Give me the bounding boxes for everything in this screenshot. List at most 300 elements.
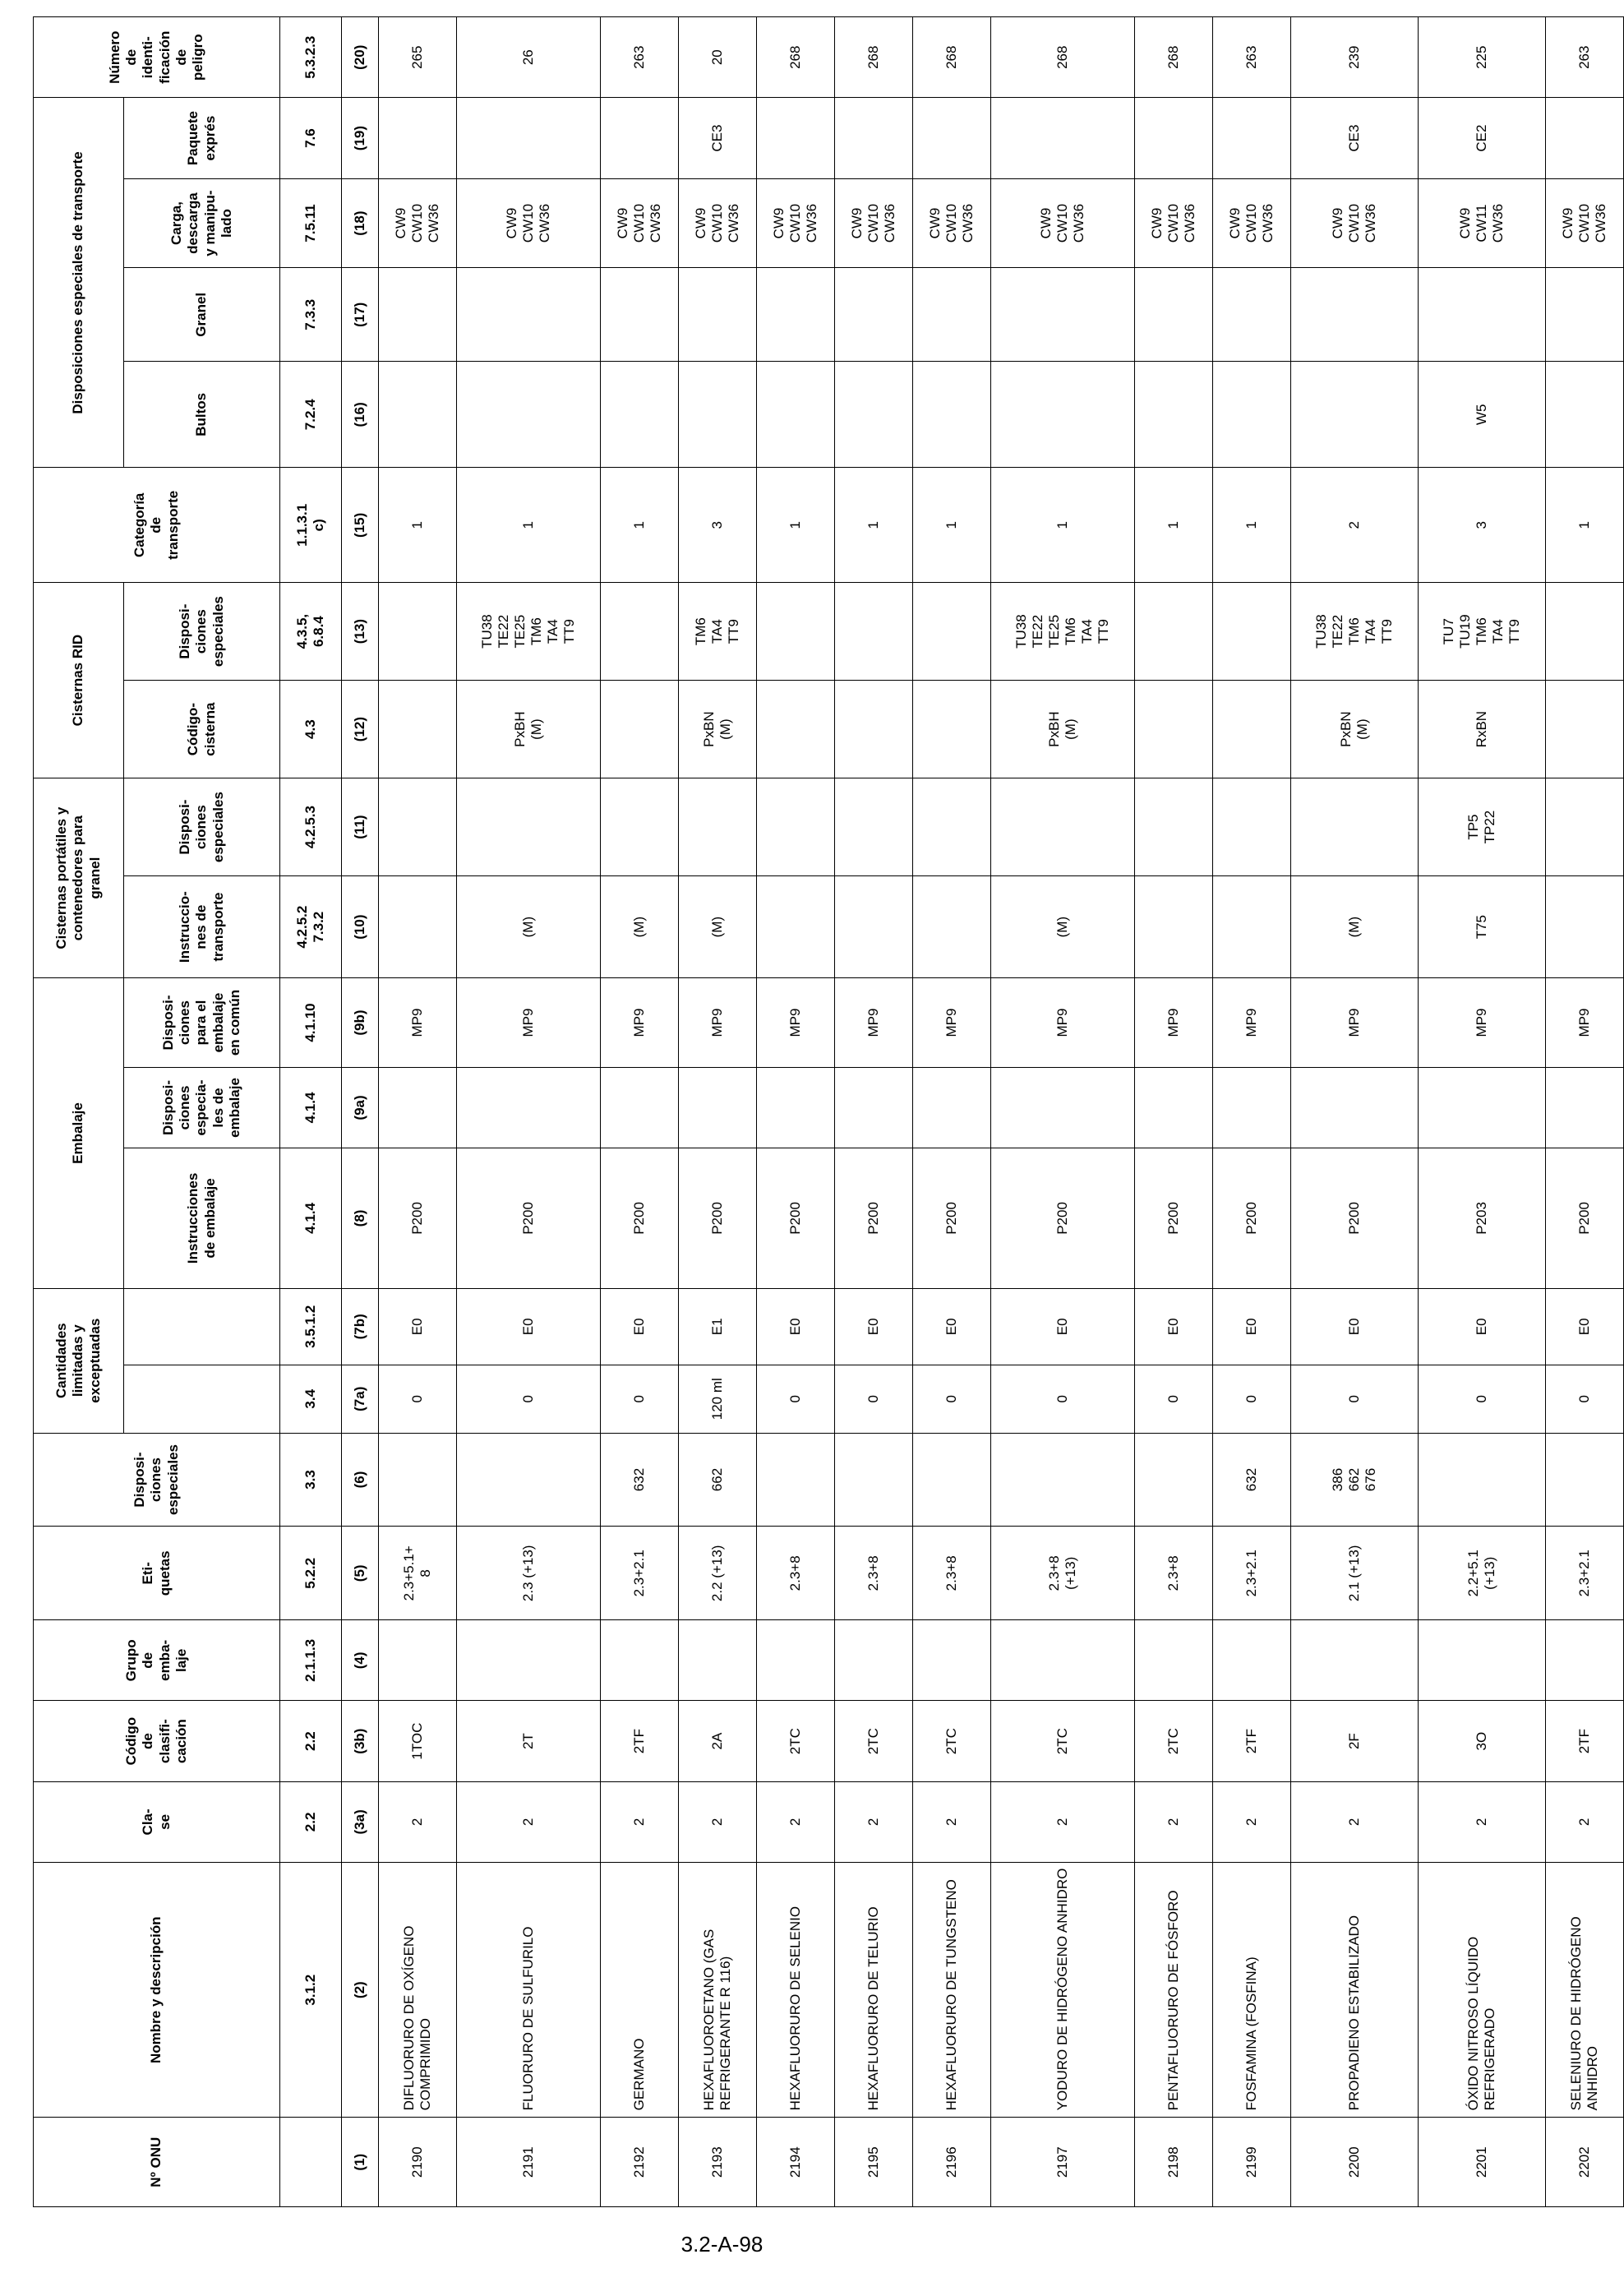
table-cell: CE3 <box>1291 98 1419 178</box>
table-cell: 2 <box>835 1781 913 1862</box>
table-cell: TU7 TU19 TM6 TA4 TT9 <box>1419 583 1546 681</box>
table-cell: 2.3+8 <box>913 1527 991 1620</box>
table-cell: 2.3+2.1 <box>1213 1527 1291 1620</box>
table-cell: 2195 <box>835 2118 913 2207</box>
section-ref-cell: 3.3 <box>280 1433 342 1527</box>
table-cell <box>601 583 679 681</box>
table-cell: HEXAFLUORURO DE TUNGSTENO <box>913 1863 991 2118</box>
table-cell: 2 <box>1419 1781 1546 1862</box>
table-cell: GERMANO <box>601 1863 679 2118</box>
table-cell <box>1419 1433 1546 1527</box>
column-number-cell: (10) <box>342 876 379 978</box>
table-cell <box>1135 1620 1213 1701</box>
table-cell: 2.3+2.1 <box>1546 1527 1624 1620</box>
section-ref-cell: 4.3 <box>280 681 342 778</box>
table-cell: 1 <box>601 468 679 583</box>
table-cell <box>913 98 991 178</box>
column-number-cell: (19) <box>342 98 379 178</box>
table-cell <box>913 1067 991 1148</box>
table-cell: P200 <box>601 1148 679 1289</box>
table-cell: 2202 <box>1546 2118 1624 2207</box>
table-cell: MP9 <box>1291 978 1419 1068</box>
table-cell <box>1291 268 1419 362</box>
table-cell: P200 <box>679 1148 757 1289</box>
table-cell <box>757 1067 835 1148</box>
table-cell: 3 <box>679 468 757 583</box>
column-number-cell: (11) <box>342 778 379 876</box>
section-ref-cell: 7.3.3 <box>280 268 342 362</box>
table-cell <box>1546 98 1624 178</box>
table-cell <box>1546 583 1624 681</box>
table-cell <box>1135 268 1213 362</box>
table-cell: 2.3+8 (+13) <box>991 1527 1135 1620</box>
column-number-cell: (17) <box>342 268 379 362</box>
table-cell <box>991 778 1135 876</box>
table-cell: 2193 <box>679 2118 757 2207</box>
table-cell: CW9 CW10 CW36 <box>757 178 835 268</box>
header-special-transport: Disposiciones especiales de transporte <box>34 98 124 468</box>
table-cell: 2201 <box>1419 2118 1546 2207</box>
table-cell: CW9 CW10 CW36 <box>379 178 457 268</box>
table-cell: E0 <box>601 1288 679 1365</box>
header-packaging: Embalaje <box>34 978 124 1289</box>
header-labels: Eti- quetas <box>34 1527 280 1620</box>
table-cell: 0 <box>913 1365 991 1433</box>
header-class: Cla- se <box>34 1781 280 1862</box>
table-cell <box>1135 583 1213 681</box>
table-cell <box>379 1433 457 1527</box>
table-cell <box>991 268 1135 362</box>
table-cell <box>1213 98 1291 178</box>
table-cell: E1 <box>679 1288 757 1365</box>
table-cell <box>457 98 601 178</box>
table-cell: 0 <box>1135 1365 1213 1433</box>
table-cell: CW9 CW10 CW36 <box>913 178 991 268</box>
table-cell: CW9 CW10 CW36 <box>601 178 679 268</box>
table-cell: 2.2 (+13) <box>679 1527 757 1620</box>
table-cell: 1 <box>457 468 601 583</box>
table-cell <box>457 268 601 362</box>
table-cell: T75 <box>1419 876 1546 978</box>
table-cell: 0 <box>379 1365 457 1433</box>
table-cell <box>379 1620 457 1701</box>
table-cell: PxBN (M) <box>1291 681 1419 778</box>
table-row <box>457 17 601 2207</box>
table-cell: PxBN (M) <box>679 681 757 778</box>
table-cell: 1TOC <box>379 1701 457 1781</box>
section-ref-cell: 7.2.4 <box>280 362 342 468</box>
table-row <box>1546 17 1624 2207</box>
table-cell: 2192 <box>601 2118 679 2207</box>
table-cell: 0 <box>457 1365 601 1433</box>
table-cell <box>991 1620 1135 1701</box>
table-cell: 2TC <box>757 1701 835 1781</box>
table-cell: E0 <box>991 1288 1135 1365</box>
table-cell <box>379 362 457 468</box>
table-cell: MP9 <box>835 978 913 1068</box>
table-cell <box>1546 876 1624 978</box>
table-cell <box>913 1433 991 1527</box>
table-cell: MP9 <box>757 978 835 1068</box>
table-cell <box>757 778 835 876</box>
section-ref-cell: 5.3.2.3 <box>280 17 342 98</box>
section-ref-cell: 4.2.5.3 <box>280 778 342 876</box>
table-cell: CW9 CW10 CW36 <box>457 178 601 268</box>
table-cell: TU38 TE22 TE25 TM6 TA4 TT9 <box>991 583 1135 681</box>
header-special-provisions: Disposi- ciones especiales <box>34 1433 280 1527</box>
table-cell: MP9 <box>991 978 1135 1068</box>
table-cell: 2 <box>1291 468 1419 583</box>
table-cell: HEXAFLUORURO DE TELURIO <box>835 1863 913 2118</box>
table-cell: E0 <box>1135 1288 1213 1365</box>
header-lq-7a <box>124 1365 280 1433</box>
table-cell: TU38 TE22 TM6 TA4 TT9 <box>1291 583 1419 681</box>
table-cell <box>1135 876 1213 978</box>
table-cell: 2 <box>379 1781 457 1862</box>
table-cell <box>757 362 835 468</box>
header-limited-quantities: Cantidades limitadas y exceptuadas <box>34 1288 124 1433</box>
table-cell: CW9 CW10 CW36 <box>679 178 757 268</box>
table-cell <box>913 1620 991 1701</box>
header-mixed-packing: Disposi- ciones para el embalaje en común <box>124 978 280 1068</box>
table-cell: 268 <box>835 17 913 98</box>
table-cell: 2TC <box>991 1701 1135 1781</box>
column-number-cell: (3a) <box>342 1781 379 1862</box>
table-cell: PxBH (M) <box>457 681 601 778</box>
table-cell: 2.3+5.1+ 8 <box>379 1527 457 1620</box>
table-cell: 2194 <box>757 2118 835 2207</box>
table-cell <box>835 876 913 978</box>
section-ref-cell: 5.2.2 <box>280 1527 342 1620</box>
table-cell: 268 <box>913 17 991 98</box>
table-cell: CW9 CW11 CW36 <box>1419 178 1546 268</box>
dangerous-goods-table <box>33 16 1624 2207</box>
header-express: Paquete exprés <box>124 98 280 178</box>
table-cell: 2 <box>991 1781 1135 1862</box>
table-row <box>757 17 835 2207</box>
table-cell: 1 <box>1213 468 1291 583</box>
table-cell: E0 <box>1213 1288 1291 1365</box>
table-cell: 3O <box>1419 1701 1546 1781</box>
table-cell: 120 ml <box>679 1365 757 1433</box>
table-cell: 2T <box>457 1701 601 1781</box>
table-cell <box>1546 778 1624 876</box>
table-cell: MP9 <box>913 978 991 1068</box>
table-cell <box>601 268 679 362</box>
header-bulk: Granel <box>124 268 280 362</box>
table-cell <box>913 362 991 468</box>
table-cell: 0 <box>1291 1365 1419 1433</box>
table-cell <box>1419 268 1546 362</box>
table-cell: 632 <box>601 1433 679 1527</box>
table-cell: 2.3+8 <box>835 1527 913 1620</box>
table-cell <box>757 1620 835 1701</box>
table-cell <box>1291 1620 1419 1701</box>
section-ref-cell: 7.5.11 <box>280 178 342 268</box>
table-cell: E0 <box>457 1288 601 1365</box>
table-cell <box>601 778 679 876</box>
section-ref-cell: 1.1.3.1 c) <box>280 468 342 583</box>
table-cell <box>757 876 835 978</box>
table-cell: 0 <box>991 1365 1135 1433</box>
table-cell <box>913 268 991 362</box>
table-cell: (M) <box>991 876 1135 978</box>
table-cell <box>379 778 457 876</box>
table-cell: 263 <box>601 17 679 98</box>
table-cell <box>457 1433 601 1527</box>
table-cell: E0 <box>913 1288 991 1365</box>
table-cell <box>601 1067 679 1148</box>
section-ref-cell: 3.4 <box>280 1365 342 1433</box>
table-row <box>679 17 757 2207</box>
table-cell: 2 <box>1135 1781 1213 1862</box>
table-cell: 263 <box>1546 17 1624 98</box>
table-cell <box>1213 778 1291 876</box>
header-hazard-number: Número de identi- ficación de peligro <box>34 17 280 98</box>
table-row <box>601 17 679 2207</box>
table-cell: E0 <box>1291 1288 1419 1365</box>
table-cell: 263 <box>1213 17 1291 98</box>
section-ref-cell: 4.1.4 <box>280 1067 342 1148</box>
table-cell: PENTAFLUORURO DE FÓSFORO <box>1135 1863 1213 2118</box>
table-cell: 2 <box>913 1781 991 1862</box>
column-number-row <box>342 17 379 2207</box>
table-cell: 268 <box>991 17 1135 98</box>
table-cell <box>757 681 835 778</box>
column-number-cell: (1) <box>342 2118 379 2207</box>
table-cell: FLUORURO DE SULFURILO <box>457 1863 601 2118</box>
table-cell: 26 <box>457 17 601 98</box>
rotated-table-stage <box>33 16 1609 2207</box>
table-cell <box>1135 1433 1213 1527</box>
table-cell <box>1291 778 1419 876</box>
table-cell <box>379 681 457 778</box>
table-cell: E0 <box>835 1288 913 1365</box>
table-cell: 268 <box>757 17 835 98</box>
table-cell: (M) <box>601 876 679 978</box>
table-cell: CW9 CW10 CW36 <box>1135 178 1213 268</box>
table-cell <box>601 1620 679 1701</box>
table-cell <box>1135 362 1213 468</box>
table-cell <box>679 362 757 468</box>
table-cell <box>1213 1067 1291 1148</box>
table-cell <box>913 681 991 778</box>
table-cell <box>835 268 913 362</box>
table-row <box>913 17 991 2207</box>
table-cell <box>679 778 757 876</box>
table-cell: PROPADIENO ESTABILIZADO <box>1291 1863 1419 2118</box>
table-cell <box>835 681 913 778</box>
table-cell: 2 <box>679 1781 757 1862</box>
table-cell: P200 <box>457 1148 601 1289</box>
table-cell <box>1135 681 1213 778</box>
table-cell <box>679 268 757 362</box>
table-cell: FOSFAMINA (FOSFINA) <box>1213 1863 1291 2118</box>
table-cell: 1 <box>991 468 1135 583</box>
table-cell <box>835 1433 913 1527</box>
table-cell <box>1291 1067 1419 1148</box>
header-loading: Carga, descarga y manipu- lado <box>124 178 280 268</box>
table-cell <box>679 1620 757 1701</box>
table-cell: CW9 CW10 CW36 <box>991 178 1135 268</box>
table-cell: E0 <box>1546 1288 1624 1365</box>
table-cell: 0 <box>1419 1365 1546 1433</box>
table-cell: HEXAFLUOROETANO (GAS REFRIGERANTE R 116) <box>679 1863 757 2118</box>
table-cell <box>757 268 835 362</box>
column-number-cell: (15) <box>342 468 379 583</box>
table-cell <box>835 778 913 876</box>
table-cell <box>835 583 913 681</box>
table-cell <box>1546 681 1624 778</box>
column-number-cell: (9b) <box>342 978 379 1068</box>
table-cell <box>1135 1067 1213 1148</box>
table-cell: 2.1 (+13) <box>1291 1527 1419 1620</box>
table-cell: P200 <box>835 1148 913 1289</box>
table-cell: 2.3+8 <box>1135 1527 1213 1620</box>
column-number-cell: (5) <box>342 1527 379 1620</box>
section-ref-cell: 4.1.10 <box>280 978 342 1068</box>
section-ref-cell: 3.1.2 <box>280 1863 342 2118</box>
table-cell <box>835 98 913 178</box>
table-cell: 2.3 (+13) <box>457 1527 601 1620</box>
table-cell <box>757 1433 835 1527</box>
column-number-cell: (6) <box>342 1433 379 1527</box>
table-row <box>1213 17 1291 2207</box>
table-cell: MP9 <box>1213 978 1291 1068</box>
table-cell <box>457 1067 601 1148</box>
table-cell: SELENIURO DE HIDRÓGENO ANHIDRO <box>1546 1863 1624 2118</box>
table-cell: 2197 <box>991 2118 1135 2207</box>
table-cell: E0 <box>757 1288 835 1365</box>
table-cell: 2F <box>1291 1701 1419 1781</box>
table-cell: MP9 <box>1546 978 1624 1068</box>
table-cell <box>457 1620 601 1701</box>
table-cell <box>1213 681 1291 778</box>
table-cell <box>601 362 679 468</box>
table-cell: 2 <box>1213 1781 1291 1862</box>
column-number-cell: (20) <box>342 17 379 98</box>
table-cell: MP9 <box>1419 978 1546 1068</box>
table-cell <box>457 778 601 876</box>
table-cell <box>1213 268 1291 362</box>
table-cell: 225 <box>1419 17 1546 98</box>
table-cell <box>1213 1620 1291 1701</box>
header-classification-code: Código de clasifi- cación <box>34 1701 280 1781</box>
table-cell <box>991 98 1135 178</box>
table-cell: (M) <box>1291 876 1419 978</box>
table-cell: 2TF <box>1213 1701 1291 1781</box>
table-cell <box>379 1067 457 1148</box>
table-cell <box>679 1067 757 1148</box>
table-cell: MP9 <box>601 978 679 1068</box>
table-cell: TM6 TA4 TT9 <box>679 583 757 681</box>
table-cell: 2.2+5.1 (+13) <box>1419 1527 1546 1620</box>
table-cell: P200 <box>1213 1148 1291 1289</box>
table-cell <box>913 583 991 681</box>
column-number-cell: (9a) <box>342 1067 379 1148</box>
table-cell: P200 <box>1291 1148 1419 1289</box>
table-cell <box>1213 362 1291 468</box>
table-cell: MP9 <box>679 978 757 1068</box>
section-ref-cell: 4.3.5, 6.8.4 <box>280 583 342 681</box>
header-packing-instructions: Instrucciones de embalaje <box>124 1148 280 1289</box>
header-lq-7b <box>124 1288 280 1365</box>
table-cell: CE2 <box>1419 98 1546 178</box>
column-number-cell: (4) <box>342 1620 379 1701</box>
table-cell <box>757 583 835 681</box>
column-number-cell: (3b) <box>342 1701 379 1781</box>
table-cell: 2 <box>1291 1781 1419 1862</box>
table-cell: 268 <box>1135 17 1213 98</box>
table-cell: DIFLUORURO DE OXÍGENO COMPRIMIDO <box>379 1863 457 2118</box>
table-cell <box>1546 1433 1624 1527</box>
table-cell <box>757 98 835 178</box>
table-cell <box>1213 583 1291 681</box>
table-row <box>1291 17 1419 2207</box>
table-cell: TU38 TE22 TE25 TM6 TA4 TT9 <box>457 583 601 681</box>
table-cell: 2 <box>457 1781 601 1862</box>
table-cell <box>835 362 913 468</box>
column-number-cell: (2) <box>342 1863 379 2118</box>
table-row <box>1419 17 1546 2207</box>
table-cell: 0 <box>757 1365 835 1433</box>
table-cell <box>379 876 457 978</box>
table-cell <box>1135 98 1213 178</box>
table-cell: 1 <box>835 468 913 583</box>
header-portable-tanks: Cisternas portátiles y contenedores para granel <box>34 778 124 978</box>
table-cell <box>1419 1620 1546 1701</box>
table-cell: 1 <box>1546 468 1624 583</box>
table-cell <box>835 1067 913 1148</box>
section-ref-cell: 2.2 <box>280 1781 342 1862</box>
table-cell: RxBN <box>1419 681 1546 778</box>
table-cell: 2TC <box>1135 1701 1213 1781</box>
column-number-cell: (13) <box>342 583 379 681</box>
table-cell <box>457 362 601 468</box>
table-cell <box>379 583 457 681</box>
section-ref-cell <box>280 2118 342 2207</box>
table-cell: 662 <box>679 1433 757 1527</box>
table-cell: YODURO DE HIDRÓGENO ANHIDRO <box>991 1863 1135 2118</box>
header-row-1 <box>34 17 124 2207</box>
table-cell <box>835 1620 913 1701</box>
table-cell: CE3 <box>679 98 757 178</box>
table-cell: 1 <box>379 468 457 583</box>
table-cell: (M) <box>457 876 601 978</box>
table-cell: 2199 <box>1213 2118 1291 2207</box>
table-cell: E0 <box>1419 1288 1546 1365</box>
header-rid-tanks: Cisternas RID <box>34 583 124 778</box>
table-cell: P200 <box>913 1148 991 1289</box>
table-cell: 2TC <box>913 1701 991 1781</box>
header-un-no: Nº ONU <box>34 2118 280 2207</box>
table-cell: 2190 <box>379 2118 457 2207</box>
table-cell <box>991 1067 1135 1148</box>
table-cell: 20 <box>679 17 757 98</box>
section-ref-cell: 3.5.1.2 <box>280 1288 342 1365</box>
header-name: Nombre y descripción <box>34 1863 280 2118</box>
section-ref-cell: 7.6 <box>280 98 342 178</box>
table-cell: PxBH (M) <box>991 681 1135 778</box>
table-cell: CW9 CW10 CW36 <box>1291 178 1419 268</box>
table-cell <box>991 1433 1135 1527</box>
table-cell <box>1135 778 1213 876</box>
table-cell: 2 <box>757 1781 835 1862</box>
table-cell: 2 <box>601 1781 679 1862</box>
column-number-cell: (8) <box>342 1148 379 1289</box>
table-cell <box>913 778 991 876</box>
table-cell: (M) <box>679 876 757 978</box>
